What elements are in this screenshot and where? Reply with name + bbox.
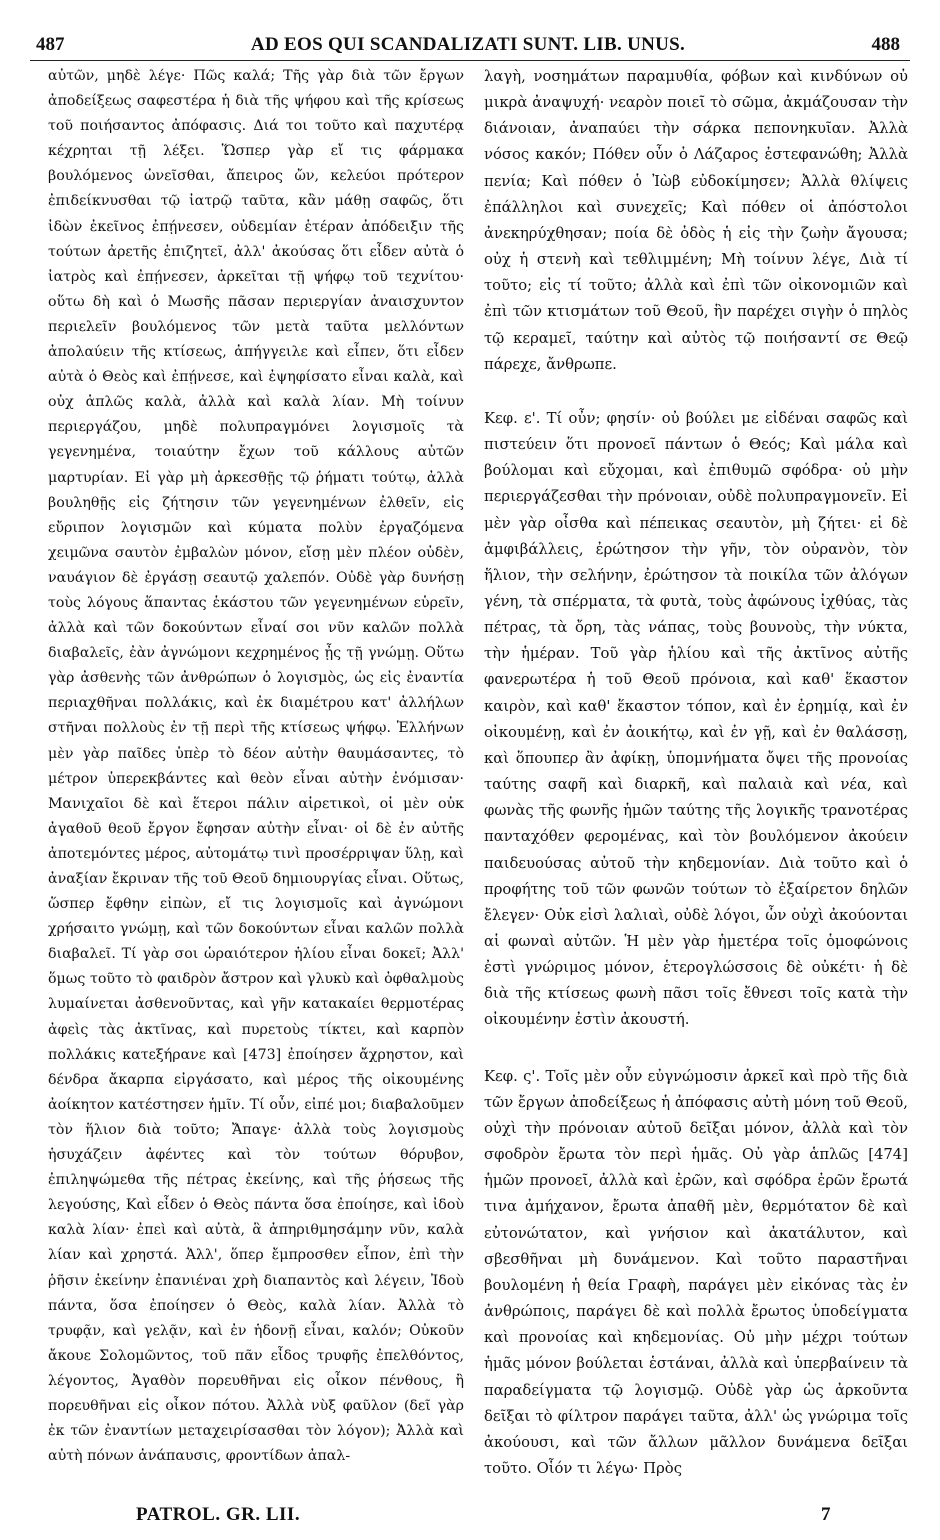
header-rule bbox=[30, 60, 910, 61]
page-number-left: 487 bbox=[36, 34, 65, 55]
footer-source: PATROL. GR. LII. bbox=[136, 1504, 301, 1525]
footer-signature: 7 bbox=[821, 1504, 831, 1525]
running-header bbox=[36, 34, 900, 58]
page-footer bbox=[0, 1504, 940, 1528]
chapter-6-paragraph: Κεφ. ς'. Τοῖς μὲν οὖν εὐγνώμοσιν ἀρκεῖ καὶ πρὸ τῆς διὰ τῶν ἔργων ἀποδείξεως ἡ ἀπόφασις αὐτὴ μόνη τοῦ Θεοῦ, οὐχὶ τὴν πρόνοιαν αὐτοῦ δεῖξαι μόνον, ἀλλὰ καὶ τὸν σφοδρὸν ἔρωτα τὸν περὶ ἡμᾶς. Οὐ γὰρ ἁπλῶς [474] ἡμῶν προνοεῖ, ἀλλὰ καὶ ἐρῶν, καὶ σφόδρα ἐρῶν ἔρωτά τινα ἀμήχανον, ἔρωτα ἀπαθῆ μὲν, θερμότατον δὲ καὶ εὐτονώτατον, καὶ γνήσιον καὶ ἀκατάλυτον, καὶ σβεσθῆναι μὴ δυνάμενον. Καὶ τοῦτο παραστῆναι βουλομένη ἡ θεία Γραφὴ, παράγει μὲν εἰκόνας τὰς ἐν ἀνθρώποις, παράγει δὲ καὶ πολλὰ ἔρωτος ὑποδείγματα καὶ προνοίας καὶ κηδεμονίας. Οὐ μὴν μέχρι τούτων ἡμᾶς μόνον βούλεται ἑστάναι, ἀλλὰ καὶ ὑπερβαίνειν τὰ παραδείγματα τῷ λογισμῷ. Οὐδὲ γὰρ ὡς ἀρκοῦντα δεῖξαι τὸ φίλτρον παράγει ταῦτα, ἀλλ' ὡς γνώριμα τοῖς ἀκούουσι, καὶ τῶν ἄλλων μᾶλλον δυνάμενα δεῖξαι τοῦτο. Οἷόν τι λέγω· Πρὸς bbox=[484, 1067, 908, 1477]
left-column bbox=[48, 64, 464, 1469]
right-paragraph-1: λαγὴ, νοσημάτων παραμυθία, φόβων καὶ κινδύνων οὐ μικρὰ ἀναψυχή· νεαρὸν ποιεῖ τὸ σῶμα, ἀκμάζουσαν τὴν διάνοιαν, ἀναπαύει τὴν σάρκα πεπονηκυῖαν. Ἀλλὰ νόσος κακόν; Πόθεν οὖν ὁ Λάζαρος ἐστεφανώθη; Ἀλλὰ πενία; Καὶ πόθεν ὁ Ἰὼβ εὐδοκίμησεν; Ἀλλὰ θλίψεις ἐπάλληλοι καὶ συνεχεῖς; Καὶ πόθεν οἱ ἀπόστολοι ἀνεκηρύχθησαν; ποία δὲ ὁδὸς ἡ εἰς τὴν ζωὴν ἄγουσα; οὐχ ἡ στενὴ καὶ τεθλιμμένη; Μὴ τοίνυν λέγε, Διὰ τί τοῦτο; εἰς τί τοῦτο; ἀλλὰ καὶ ἐπὶ τῶν οἰκονομιῶν καὶ ἐπὶ τῶν κτισμάτων τοῦ Θεοῦ, ἣν παρέχει σιγὴν ὁ πηλὸς τῷ κεραμεῖ, ταύτην καὶ αὐτὸς τῷ ποιήσαντί σε Θεῷ πάρεχε, ἄνθρωπε. bbox=[484, 68, 908, 373]
right-column bbox=[484, 64, 908, 1482]
page-number-right: 488 bbox=[871, 34, 900, 55]
chapter-5-paragraph: Κεφ. ε'. Τί οὖν; φησίν· οὐ βούλει με εἰδέναι σαφῶς καὶ πιστεύειν ὅτι προνοεῖ πάντων ὁ Θεός; Καὶ μάλα καὶ βούλομαι καὶ εὔχομαι, καὶ ἐπιθυμῶ σφόδρα· οὐ μὴν περιεργάζεσθαι τὴν πρόνοιαν, οὐδὲ πολυπραγμονεῖν. Εἰ μὲν γὰρ οἶσθα καὶ πέπεικας σεαυτὸν, μὴ ζήτει· εἰ δὲ ἀμφιβάλλεις, ἐρώτησον τὴν γῆν, τὸν οὐρανὸν, τὸν ἥλιον, τὴν σελήνην, ἐρώτησον τὰ ποικίλα τῶν ἀλόγων γένη, τὰ σπέρματα, τὰ φυτὰ, τοὺς ἀφώνους ἰχθύας, τὰς πέτρας, τὰ ὄρη, τὰς νάπας, τοὺς βουνοὺς, τὴν νύκτα, τὴν ἡμέραν. Τοῦ γὰρ ἡλίου καὶ τῆς ἀκτῖνος αὐτῆς φανερωτέρα ἡ τοῦ Θεοῦ πρόνοια, καὶ καθ' ἕκαστον καιρὸν, καὶ καθ' ἕκαστον τόπον, καὶ ἐν ἐρημίᾳ, καὶ ἐν οἰκουμένῃ, καὶ ἐν ἀοικήτῳ, καὶ ἐν γῇ, καὶ ἐν θαλάσσῃ, καὶ ὅπουπερ ἂν ἀφίκῃ, ὑπομνήματα ὄψει τῆς προνοίας ταύτης σαφῆ καὶ διαρκῆ, καὶ παλαιὰ καὶ νέα, καὶ φωνὰς τῆς φωνῆς ἡμῶν ταύτης τῆς λογικῆς τρανοτέρας πανταχόθεν φερομένας, καὶ τὸν βουλόμενον ἀκούειν παιδευούσας αὐτοῦ τὴν κηδεμονίαν. Διὰ τοῦτο καὶ ὁ προφήτης τοῦ τῶν φωνῶν τούτων τὸ ἐξαίρετον δηλῶν ἔλεγεν· Οὐκ εἰσὶ λαλιαὶ, οὐδὲ λόγοι, ὧν οὐχὶ ἀκούονται αἱ φωναὶ αὐτῶν. Ἡ μὲν γὰρ ἡμετέρα τοῖς ὁμοφώνοις ἐστὶ γνώριμος μόνον, ἑτερογλώσσοις δὲ οὐκέτι· ἡ δὲ διὰ τῆς κτίσεως φωνὴ πᾶσι τοῖς ἔθνεσι τοῖς κατὰ τὴν οἰκουμένην ἐστὶν ἀκουστή. bbox=[484, 409, 908, 1029]
running-title: AD EOS QUI SCANDALIZATI SUNT. LIB. UNUS. bbox=[250, 34, 686, 55]
left-column-text: αὐτῶν, μηδὲ λέγε· Πῶς καλά; Τῆς γὰρ διὰ τῶν ἔργων ἀποδείξεως σαφεστέρα ἡ διὰ τῆς ψήφου καὶ τῆς κρίσεως τοῦ ποιήσαντος ἀπόφασις. Διά τοι τοῦτο καὶ παχυτέρᾳ κέχρηται τῇ λέξει. Ὥσπερ γὰρ εἴ τις φάρμακα βουλόμενος ὠνεῖσθαι, ἄπειρος ὤν, κελεύοι πρότερον ἐπιδείκνυσθαι τῷ ἰατρῷ ταῦτα, κἂν μάθῃ σαφῶς, ὅτι ἰδὼν ἐκεῖνος ἐπῄνεσεν, οὐδεμίαν ἑτέραν ἀπόδειξιν τῆς τούτων ἀρετῆς ἐπιζητεῖ, ἀλλ' ἀκούσας ὅτι εἶδεν αὐτὰ ὁ ἰατρὸς καὶ ἐπῄνεσεν, ἀρκεῖται τῇ ψήφῳ τοῦ τεχνίτου· οὕτω δὴ καὶ ὁ Μωσῆς πᾶσαν περιεργίαν ἀναισχυντον περιελεῖν βουλόμενος τῶν μετὰ ταῦτα μελλόντων ἀπολαύειν τῆς κτίσεως, ἀπήγγειλε καὶ εἶπεν, ὅτι εἶδεν αὐτὰ ὁ Θεὸς καὶ ἐπῄνεσε, καὶ ἐψηφίσατο εἶναι καλὰ, καὶ οὐχ ἁπλῶς καλὰ, ἀλλὰ καὶ καλὰ λίαν. Μὴ τοίνυν περιεργάζου, μηδὲ πολυπραγμόνει λογισμοῖς τὰ γεγενημένα, τοιαύτην ἔχων τοῦ κάλλους αὐτῶν μαρτυρίαν. Εἰ γὰρ μὴ ἀρκεσθῇς τῷ ῥήματι τούτῳ, ἀλλὰ βουληθῇς εἰς ζήτησιν τῶν γεγενημένων ἐλθεῖν, εἰς εὔριπον λογισμῶν καὶ κύματα πολὺν ἐργαζόμενα χειμῶνα σαυτὸν ἐμβαλὼν μόνον, εἴσῃ μὲν πλέον οὐδὲν, ναυάγιον δὲ ἐργάσῃ σεαυτῷ χαλεπόν. Οὐδὲ γὰρ δυνήσῃ τοὺς λόγους ἅπαντας ἑκάστου τῶν γεγενημένων εὑρεῖν, ἀλλὰ καὶ τῶν δοκούντων εἶναί σοι νῦν καλῶν πολλὰ διαβαλεῖς, ἐὰν ἀγνώμονι κεχρημένος ᾖς τῇ γνώμῃ. Οὕτω γὰρ ἀσθενὴς τῶν ἀνθρώπων ὁ λογισμὸς, ὡς εἰς ἐναντία περιαχθῆναι πολλάκις, καὶ ἐκ διαμέτρου κατ' ἀλλήλων στῆναι πολλοὺς ἐν τῇ περὶ τῆς κτίσεως ψήφῳ. Ἑλλήνων μὲν γὰρ παῖδες ὑπὲρ τὸ δέον αὐτὴν θαυμάσαντες, τὸ μέτρον ὑπερεκβάντες καὶ θεὸν εἶναι αὐτὴν ἐνόμισαν· Μανιχαῖοι δὲ καὶ ἕτεροι πάλιν αἱρετικοὶ, οἱ μὲν οὐκ ἀγαθοῦ θεοῦ ἔργον ἔφησαν αὐτὴν εἶναι· οἱ δὲ ἐν αὐτῆς ἀποτεμόντες μέρος, αὐτομάτῳ τινὶ προσέρριψαν ὕλῃ, καὶ ἀναξίαν ἔκριναν τῆς τοῦ Θεοῦ δημιουργίας εἶναι. Οὕτως, ὥσπερ ἔφθην εἰπὼν, εἴ τις λογισμοῖς καὶ ἀγνώμονι χρήσαιτο γνώμῃ, καὶ τῶν δοκούντων εἶναι καλῶν πολλὰ διαβαλεῖ. Τί γὰρ σοι ὡραιότερον ἡλίου εἶναι δοκεῖ; Ἀλλ' ὅμως τοῦτο τὸ φαιδρὸν ἄστρον καὶ γλυκὺ καὶ ὀφθαλμοὺς λυμαίνεται ἀσθενοῦντας, καὶ γῆν κατακαίει θερμοτέρας ἀφεὶς τὰς ἀκτῖνας, καὶ πυρετοὺς τίκτει, καὶ καρπὸν πολλάκις κατεξήρανε καὶ [473] ἐποίησεν ἄχρηστον, καὶ δένδρα ἄκαρπα εἰργάσατο, καὶ μέρος τῆς οἰκουμένης ἀοίκητον κατέστησεν ἡμῖν. Τί οὖν, εἰπέ μοι; διαβαλοῦμεν τὸν ἥλιον διὰ τοῦτο; Ἄπαγε· ἀλλὰ τοὺς λογισμοὺς ἡσυχάζειν ἀφέντες καὶ τὸν τούτων θόρυβον, ἐπιληψώμεθα τῆς πέτρας ἐκείνης, καὶ τῆς ῥήσεως τῆς λεγούσης, Καὶ εἶδεν ὁ Θεὸς πάντα ὅσα ἐποίησε, καὶ ἰδοὺ καλὰ λίαν· ἐπεὶ καὶ αὐτὰ, ἃ ἀπηριθμησάμην νῦν, καλὰ λίαν καὶ χρηστά. Ἀλλ', ὅπερ ἔμπροσθεν εἶπον, ἐπὶ τὴν ῥῆσιν ἐκείνην ἐπανιέναι χρὴ διαπαντὸς καὶ λέγειν, Ἰδοὺ πάντα, ὅσα ἐποίησεν ὁ Θεὸς, καλὰ λίαν. Ἀλλὰ τὸ τρυφᾷν, καὶ γελᾷν, καὶ ἐν ἡδονῇ εἶναι, καλόν; Οὐκοῦν ἄκουε Σολομῶντος, τοῦ πᾶν εἶδος τρυφῆς ἐπελθόντος, λέγοντος, Ἀγαθὸν πορευθῆναι εἰς οἶκον πένθους, ἢ πορευθῆναι εἰς οἶκον πότου. Ἀλλὰ νὺξ φαῦλον (δεῖ γὰρ ἐκ τῶν ἐναντίων μεταχειρίσασθαι τὸν λόγον); Ἀλλὰ καὶ αὐτὴ πόνων ἀνάπαυσις, φροντίδων ἀπαλ- bbox=[48, 68, 464, 1465]
